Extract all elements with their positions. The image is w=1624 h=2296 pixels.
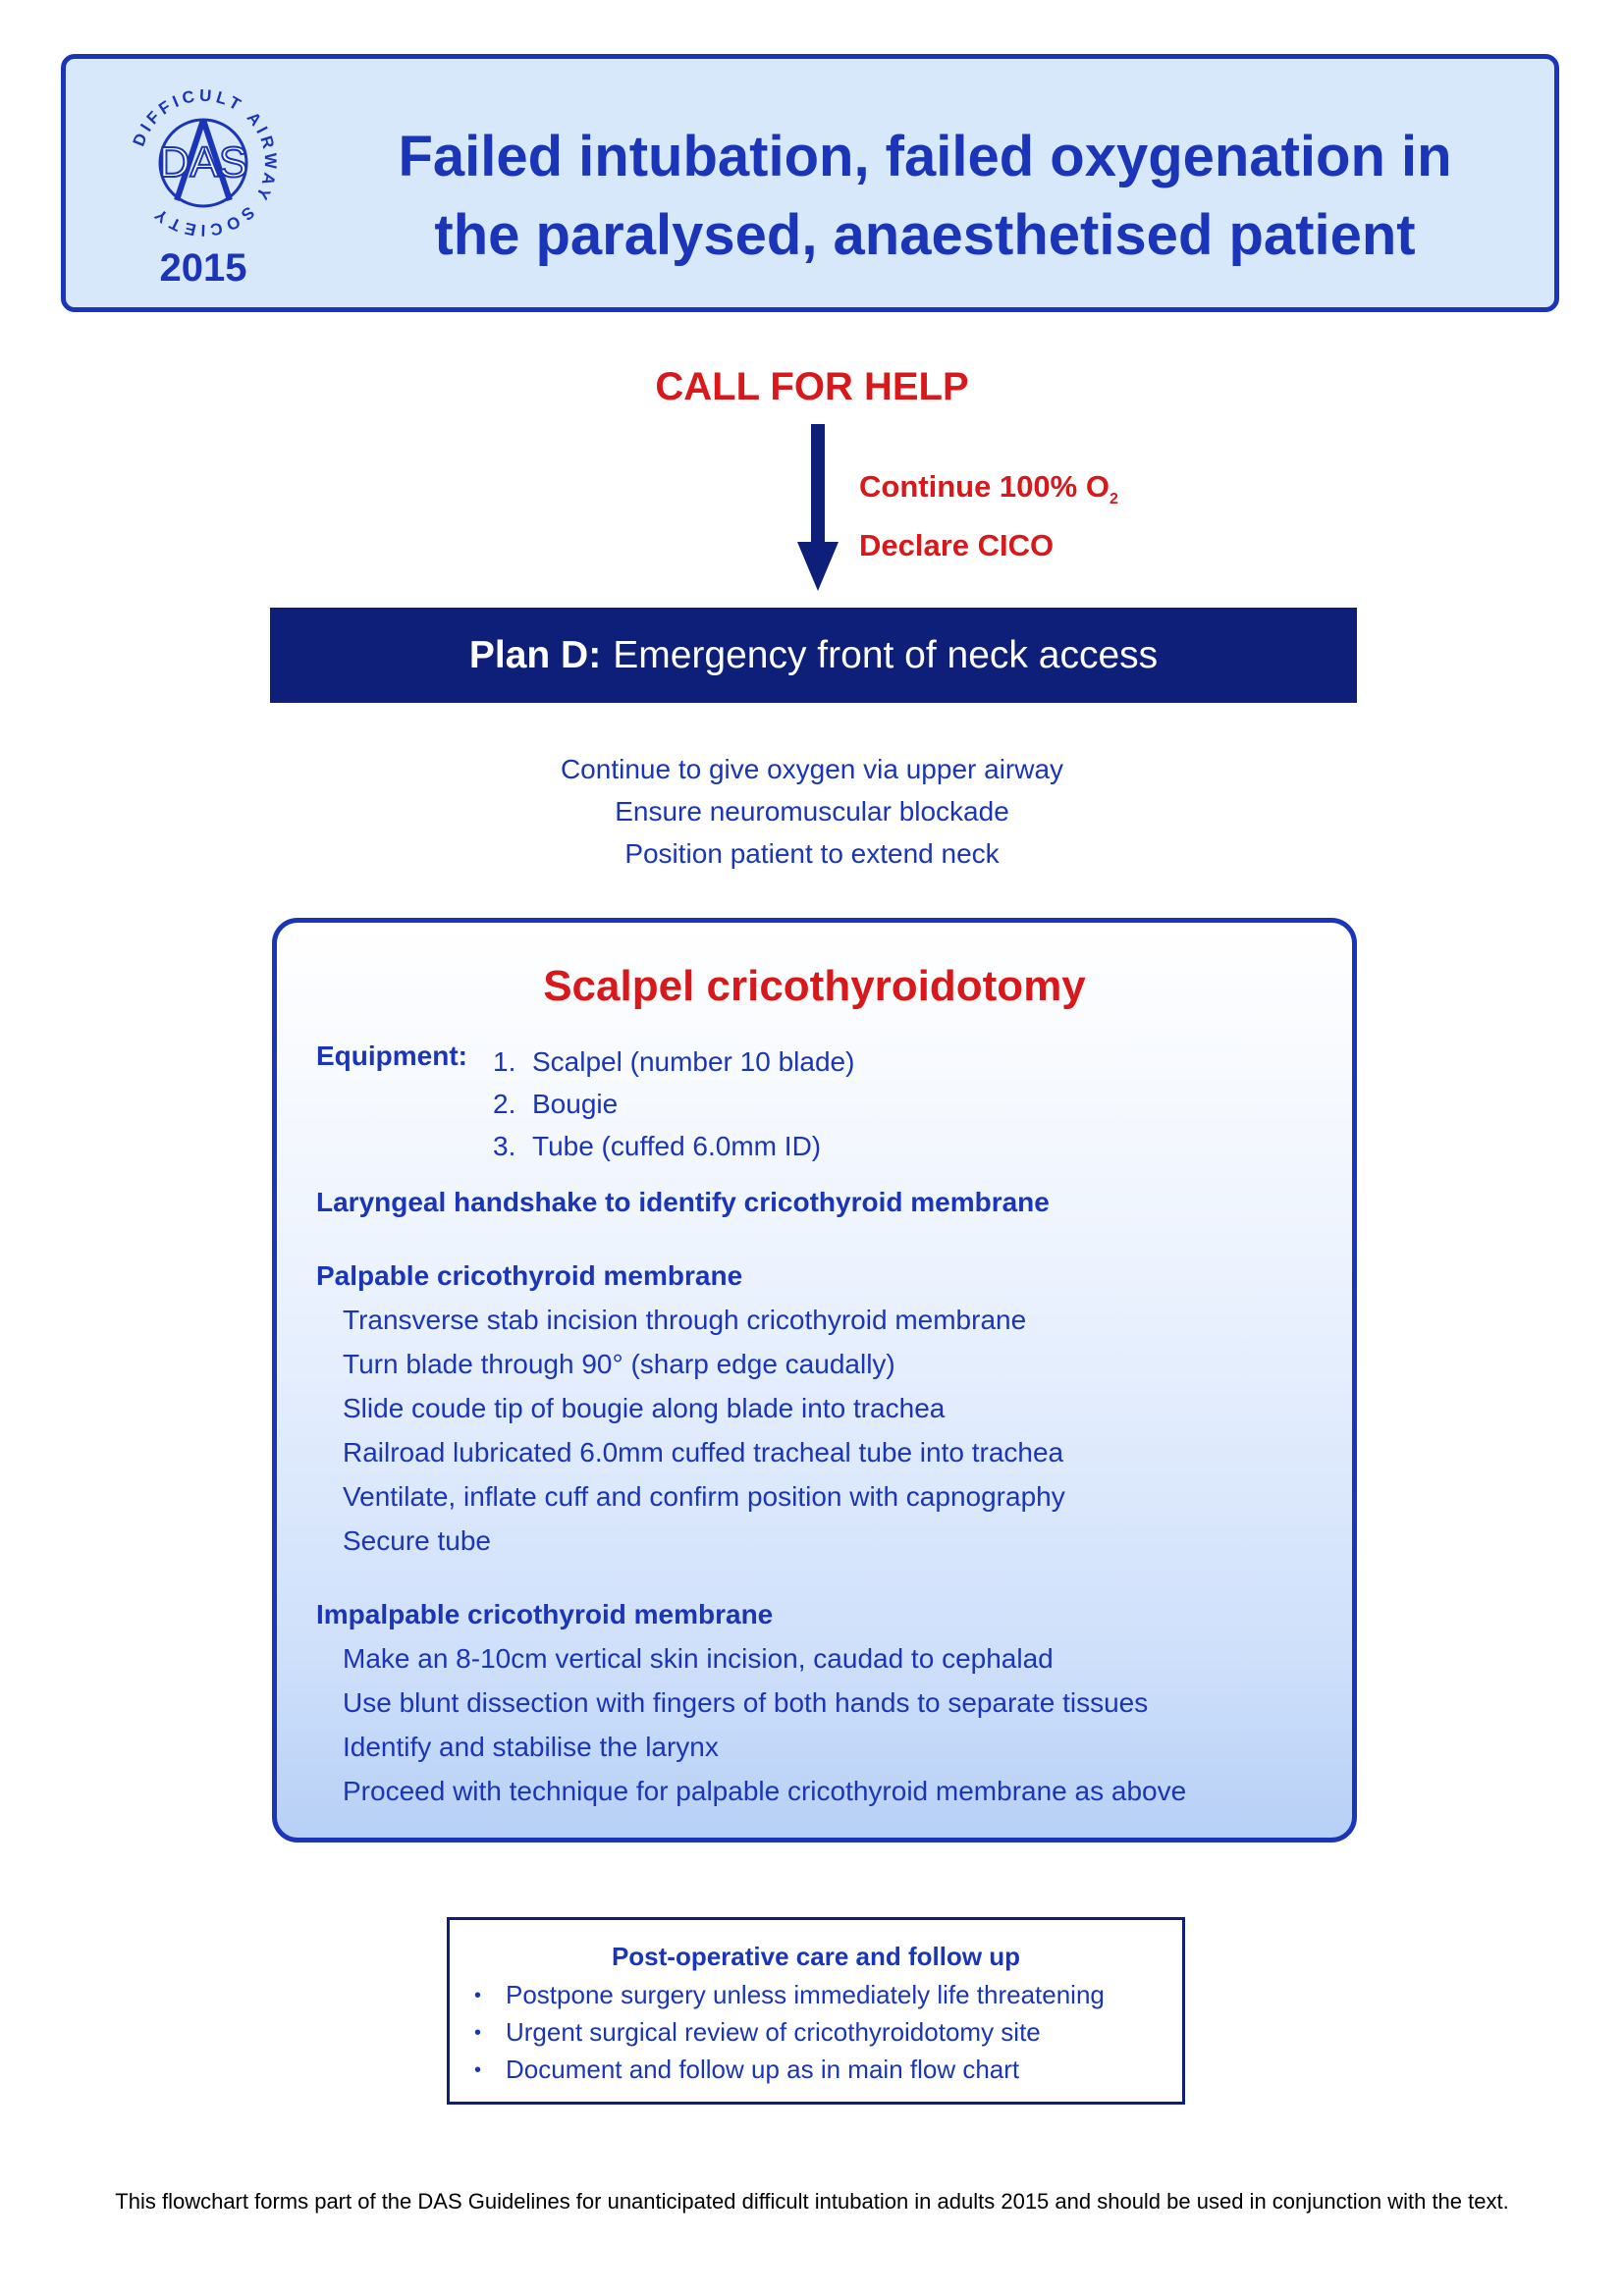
equipment-item xyxy=(493,1041,854,1083)
title-line-1: Failed intubation, failed oxygenation in xyxy=(398,125,1452,188)
plan-d-text: Emergency front of neck access xyxy=(613,633,1159,676)
post-op-item xyxy=(474,1977,1105,2014)
page-title xyxy=(321,118,1529,275)
side-notes xyxy=(859,463,1118,568)
intro-step: Ensure neuromuscular blockade xyxy=(615,796,1009,827)
scalpel-title: Scalpel cricothyroidotomy xyxy=(543,962,1086,1010)
impalpable-heading: Impalpable cricothyroid membrane xyxy=(316,1599,774,1629)
post-op-item xyxy=(474,2014,1105,2052)
declare-cico-note: Declare CICO xyxy=(859,528,1055,562)
post-op-text: Document and follow up as in main flow chart xyxy=(506,2055,1020,2084)
post-op-text: Urgent surgical review of cricothyroidotomy site xyxy=(506,2017,1041,2047)
equipment-text: Scalpel (number 10 blade) xyxy=(532,1046,855,1077)
footer-note: This flowchart forms part of the DAS Guidelines for unanticipated difficult intubation in adults 2015 and should be used in conjunction with the text. xyxy=(115,2189,1509,2214)
post-op-item xyxy=(474,2052,1105,2089)
equipment-item xyxy=(493,1125,854,1167)
continue-oxygen-note xyxy=(859,463,1118,522)
equipment-item xyxy=(493,1083,854,1125)
impalpable-step: Use blunt dissection with fingers of both hands to separate tissues xyxy=(343,1687,1149,1718)
post-op-title: Post-operative care and follow up xyxy=(611,1942,1021,1971)
post-op-list xyxy=(474,1977,1105,2089)
palpable-section xyxy=(316,1254,1065,1563)
equipment-text: Bougie xyxy=(532,1089,619,1119)
logo-year: 2015 xyxy=(159,246,247,290)
intro-step: Continue to give oxygen via upper airway xyxy=(560,754,1064,784)
post-op-text: Postpone surgery unless immediately life threatening xyxy=(506,1980,1105,2009)
bullet-icon: • xyxy=(474,1985,482,2006)
equipment-number: 2. xyxy=(493,1089,516,1119)
intro-steps xyxy=(0,748,1624,875)
plan-d-label: Plan D: xyxy=(468,633,602,676)
title-line-2: the paralysed, anaesthetised patient xyxy=(434,203,1416,267)
handshake-step xyxy=(316,1180,1050,1224)
palpable-step: Slide coude tip of bougie along blade into trachea xyxy=(343,1393,946,1423)
bullet-icon: • xyxy=(474,2059,482,2081)
impalpable-step: Identify and stabilise the larynx xyxy=(343,1732,719,1762)
equipment-number: 3. xyxy=(493,1131,516,1161)
header-panel xyxy=(61,54,1559,312)
down-arrow-icon xyxy=(793,424,842,593)
bullet-icon: • xyxy=(474,2022,482,2044)
palpable-step: Turn blade through 90° (sharp edge caudally) xyxy=(343,1349,895,1379)
impalpable-step: Make an 8-10cm vertical skin incision, caudad to cephalad xyxy=(343,1643,1054,1674)
palpable-heading: Palpable cricothyroid membrane xyxy=(316,1260,743,1291)
intro-step: Position patient to extend neck xyxy=(624,838,1000,869)
equipment-label: Equipment: xyxy=(316,1041,467,1071)
scalpel-cricothyroidotomy-panel xyxy=(272,918,1357,1842)
palpable-step: Transverse stab incision through cricothyroid membrane xyxy=(343,1305,1027,1335)
impalpable-step: Proceed with technique for palpable cricothyroid membrane as above xyxy=(343,1776,1187,1806)
palpable-step: Ventilate, inflate cuff and confirm position with capnography xyxy=(343,1481,1065,1512)
equipment-list xyxy=(493,1041,854,1167)
plan-d-banner xyxy=(270,608,1357,703)
oxygen-subscript: 2 xyxy=(1109,491,1118,507)
equipment-text: Tube (cuffed 6.0mm ID) xyxy=(532,1131,822,1161)
logo-das-text: DAS xyxy=(158,138,248,187)
continue-oxygen-text: Continue 100% O xyxy=(859,469,1110,504)
impalpable-section xyxy=(316,1592,1186,1813)
palpable-step: Secure tube xyxy=(343,1525,491,1556)
das-logo xyxy=(120,73,287,298)
post-operative-panel xyxy=(447,1917,1185,2105)
equipment-number: 1. xyxy=(493,1046,516,1077)
logo-arc-text: DIFFICULT AIRWAY SOCIETY xyxy=(129,85,281,240)
palpable-step: Railroad lubricated 6.0mm cuffed tracheal tube into trachea xyxy=(343,1437,1064,1468)
call-for-help-heading: CALL FOR HELP xyxy=(655,365,969,408)
handshake-text: Laryngeal handshake to identify cricothyroid membrane xyxy=(316,1187,1050,1217)
